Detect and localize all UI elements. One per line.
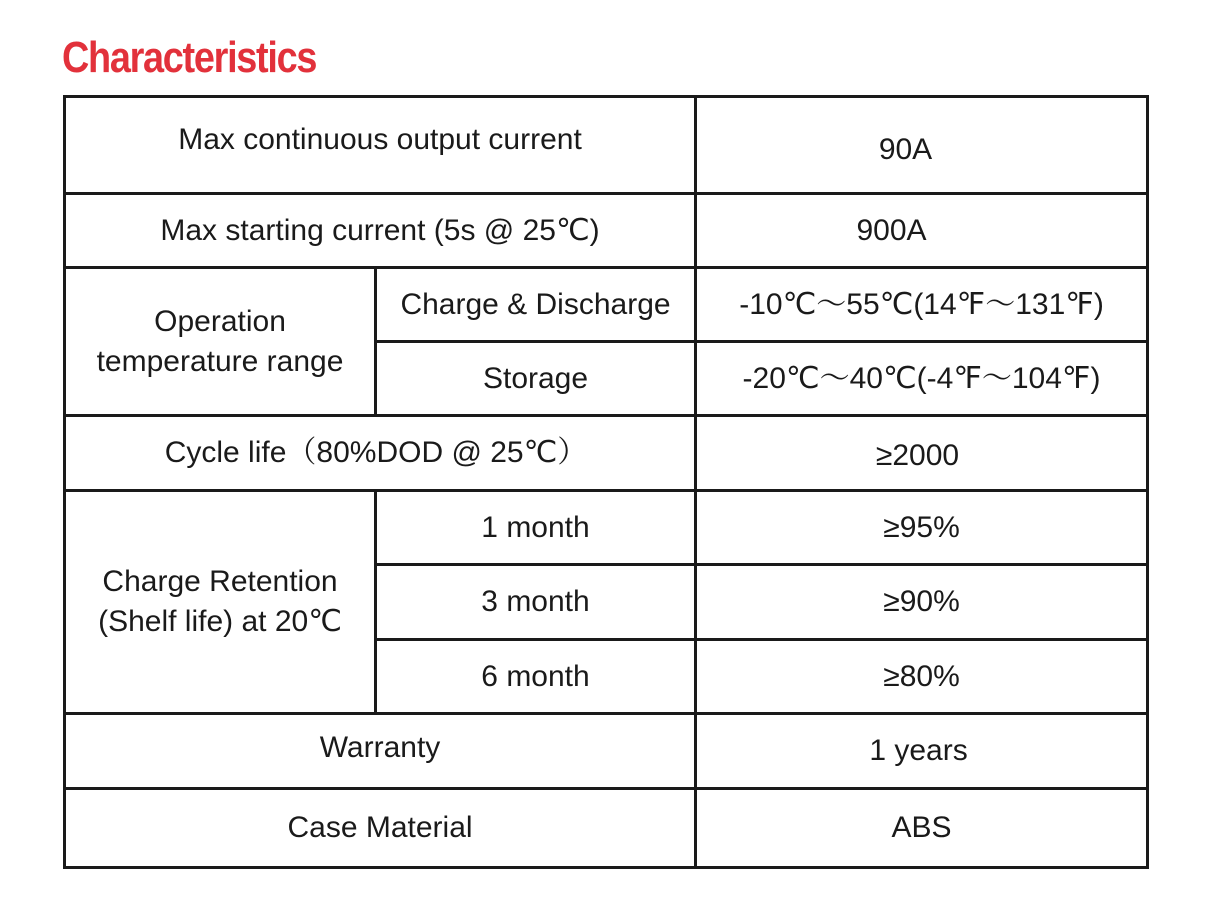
case-material-label: Case Material: [65, 789, 696, 868]
table-row-cycle-life: [65, 416, 1148, 491]
operation-temp-label: Operation temperature range: [65, 268, 376, 416]
max-starting-value: 900A: [696, 194, 1148, 268]
max-continuous-value: 90A: [696, 97, 1148, 194]
page-title: Characteristics: [62, 33, 317, 82]
cycle-life-label: Cycle life（80%DOD @ 25℃）: [65, 416, 696, 491]
table-row-month1: [65, 491, 1148, 565]
month6-label: 6 month: [376, 640, 696, 714]
warranty-value: 1 years: [696, 714, 1148, 789]
max-starting-label: Max starting current (5s @ 25℃): [65, 194, 696, 268]
month1-label: 1 month: [376, 491, 696, 565]
table-row-charge-discharge: [65, 268, 1148, 342]
characteristics-table: [63, 95, 1149, 869]
table-row-case-material: [65, 789, 1148, 868]
storage-value: -20℃～40℃(-4℉～104℉): [696, 342, 1148, 416]
max-continuous-label: Max continuous output current: [65, 97, 696, 194]
case-material-value: ABS: [696, 789, 1148, 868]
warranty-label: Warranty: [65, 714, 696, 789]
storage-label: Storage: [376, 342, 696, 416]
month3-label: 3 month: [376, 565, 696, 640]
month3-value: ≥90%: [696, 565, 1148, 640]
month6-value: ≥80%: [696, 640, 1148, 714]
charge-retention-label: Charge Retention (Shelf life) at 20℃: [65, 491, 376, 714]
table-row-max-continuous: [65, 97, 1148, 194]
charge-discharge-label: Charge & Discharge: [376, 268, 696, 342]
month1-value: ≥95%: [696, 491, 1148, 565]
charge-discharge-value: -10℃～55℃(14℉～131℉): [696, 268, 1148, 342]
table-row-warranty: [65, 714, 1148, 789]
cycle-life-value: ≥2000: [696, 416, 1148, 491]
table-row-max-starting: [65, 194, 1148, 268]
